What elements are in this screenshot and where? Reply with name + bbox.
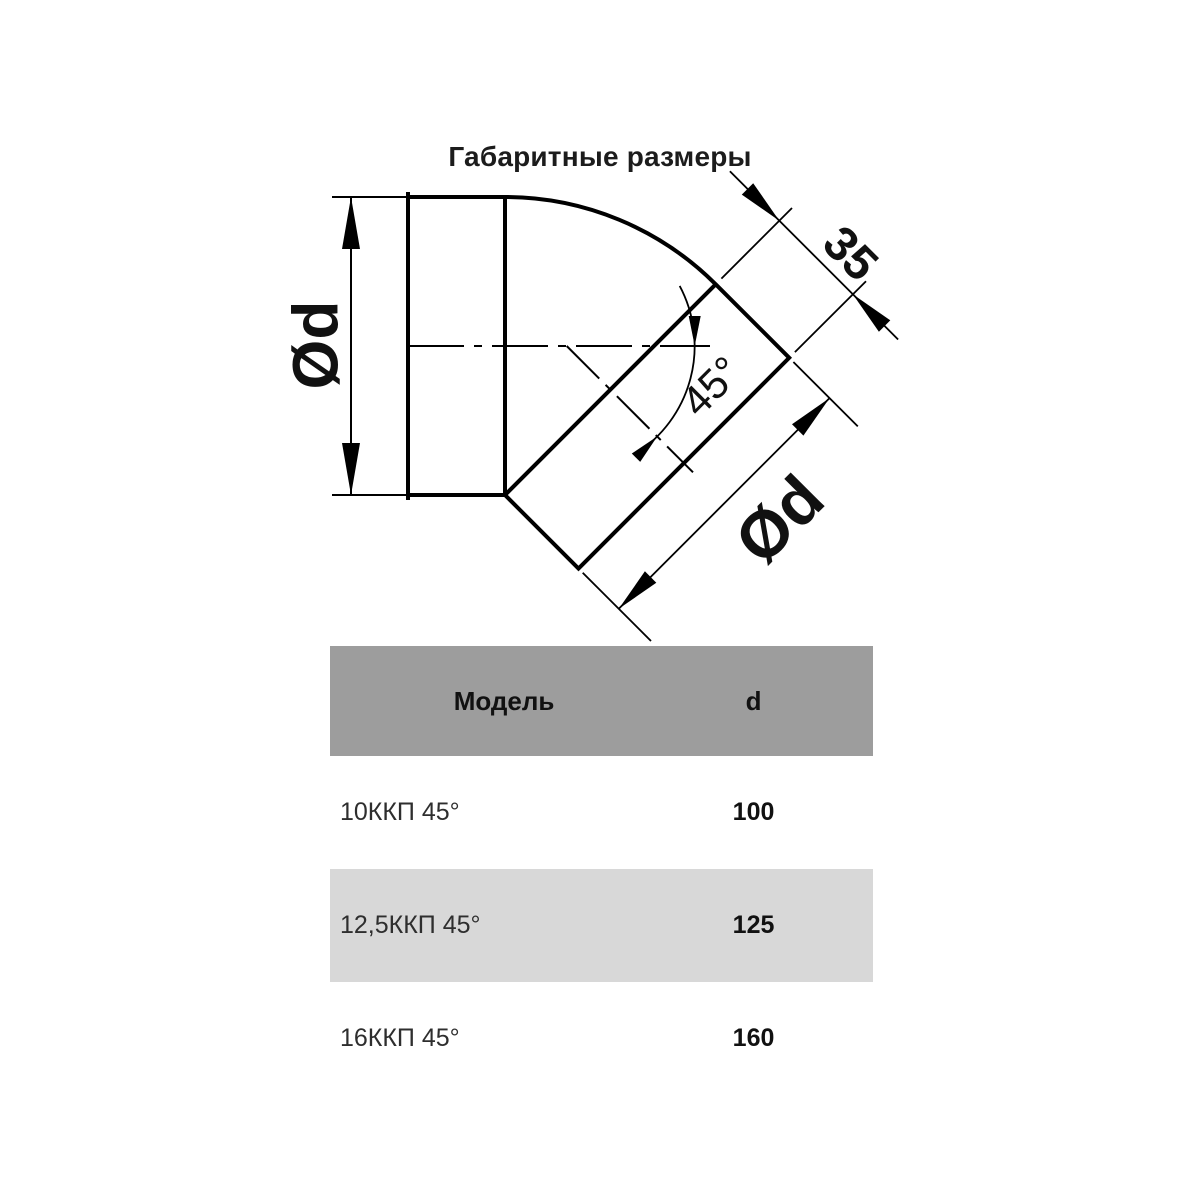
table-row — [330, 869, 873, 982]
arrowhead-arc-top-icon — [689, 316, 701, 346]
ext-line-seam — [721, 208, 792, 279]
header-model: Модель — [453, 685, 555, 716]
inlet-diameter-dimension — [279, 197, 409, 495]
d-cell: 125 — [732, 911, 775, 939]
center-lines — [408, 346, 710, 472]
collar-length-label: 35 — [812, 216, 888, 292]
spec-table — [330, 646, 873, 1095]
spec-table-header — [330, 646, 873, 756]
collar-length-dimension — [721, 171, 898, 352]
model-cell: 16ККП 45° — [340, 1024, 460, 1052]
inlet-diameter-label: Ød — [279, 300, 352, 390]
model-cell: 12,5ККП 45° — [340, 911, 481, 939]
arrowhead-down-icon — [342, 443, 360, 495]
arrowhead-up-icon — [342, 197, 360, 249]
outlet-diameter-label: Ød — [720, 460, 838, 578]
bend-angle-dimension — [632, 286, 750, 462]
angle-arc — [636, 286, 694, 453]
bend-angle-label: 45° — [672, 347, 751, 426]
outlet-centerline — [567, 346, 693, 472]
table-row — [330, 982, 873, 1095]
arrowhead-arc-bottom-icon — [632, 437, 657, 462]
page-title: Габаритные размеры — [448, 141, 752, 172]
header-d: d — [745, 685, 762, 716]
table-row — [330, 756, 873, 869]
d-cell: 160 — [732, 1024, 775, 1052]
model-cell: 10ККП 45° — [340, 798, 460, 826]
ext-line-endface — [795, 281, 866, 352]
d-cell: 100 — [732, 798, 775, 826]
